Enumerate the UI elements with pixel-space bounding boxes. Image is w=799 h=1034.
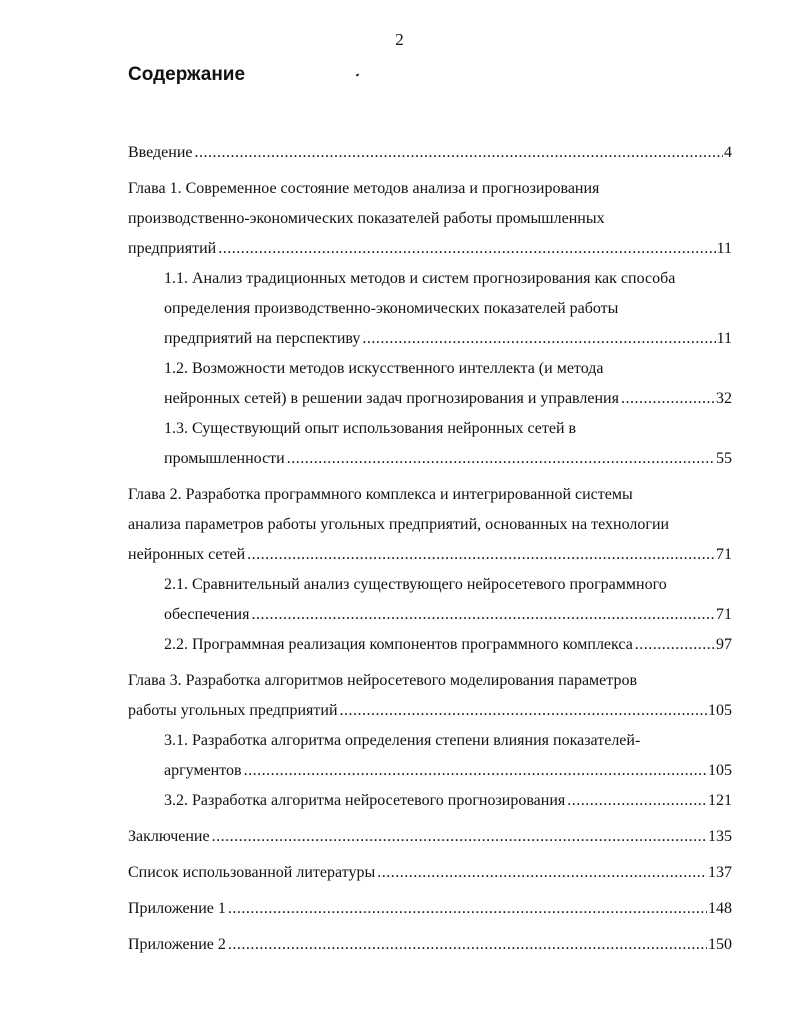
toc-entry[interactable] [128, 630, 732, 660]
toc-entry-line: 2.1. Сравнительный анализ существующего нейросетевого программного [164, 576, 667, 593]
toc-entry-leader-line [164, 630, 732, 660]
toc-entry-leader-line [128, 234, 732, 264]
dot-leader [228, 894, 707, 924]
toc-entry[interactable] [128, 726, 732, 786]
toc-entry-leader-line [128, 894, 732, 924]
toc-page-number: 105 [708, 702, 732, 719]
dot-leader [287, 444, 715, 474]
dot-leader [218, 234, 715, 264]
toc-page-number: 97 [716, 636, 732, 653]
toc-entry-title: Заключение [128, 828, 210, 845]
toc-entry[interactable] [128, 570, 732, 630]
toc-page-number: 11 [716, 240, 732, 257]
toc-entry-title: обеспечения [164, 606, 250, 623]
toc-entry[interactable] [128, 138, 732, 168]
toc-entry-leader-line [164, 600, 732, 630]
dot-leader [228, 930, 707, 960]
dot-leader [377, 858, 707, 888]
toc-entry-leader-line [128, 138, 732, 168]
toc-entry-line: Глава 3. Разработка алгоритмов нейросетевого моделирования параметров [128, 672, 638, 689]
toc-entry-title: предприятий [128, 240, 217, 257]
toc-entry-title: аргументов [164, 762, 242, 779]
toc-page-number: 148 [708, 900, 732, 917]
toc-page-number: 55 [716, 450, 732, 467]
toc-entry-leader-line [164, 384, 732, 414]
toc-entry[interactable] [128, 666, 732, 726]
toc-entry[interactable] [128, 354, 732, 414]
toc-entry-leader-line [128, 822, 732, 852]
toc-entry-leader-line [164, 444, 732, 474]
dot-leader [635, 630, 715, 660]
toc-entry-line: 1.3. Существующий опыт использования нейронных сетей в [164, 420, 577, 437]
toc-entry[interactable] [128, 480, 732, 570]
toc-entry-line: 1.2. Возможности методов искусственного интеллекта (и метода [164, 360, 604, 377]
toc-entry-line: Глава 1. Современное состояние методов анализа и прогнозирования [128, 180, 600, 197]
toc-page-number: 11 [716, 330, 732, 347]
toc-entry-title: Введение [128, 144, 193, 161]
toc-entry-title: Список использованной литературы [128, 864, 376, 881]
toc-entry-line: Глава 2. Разработка программного комплекса и интегрированной системы [128, 486, 633, 503]
toc-page-number: 105 [708, 762, 732, 779]
toc-entry[interactable] [128, 414, 732, 474]
toc-entry-leader-line [128, 930, 732, 960]
toc-entry-title: 2.2. Программная реализация компонентов программного комплекса [164, 636, 633, 653]
toc-entry-leader-line [164, 786, 732, 816]
dot-leader [212, 822, 707, 852]
toc-entry-leader-line [164, 756, 732, 786]
toc-entry-leader-line [164, 324, 732, 354]
toc-entry-leader-line [128, 540, 732, 570]
dot-leader [195, 138, 724, 168]
toc-entry-title: 3.2. Разработка алгоритма нейросетевого прогнозирования [164, 792, 566, 809]
toc-entry-line: определения производственно-экономических показателей работы [164, 300, 619, 317]
page-number: 2 [395, 30, 404, 49]
toc-entry[interactable] [128, 264, 732, 354]
dot-leader [247, 540, 715, 570]
toc-entry-title: Приложение 2 [128, 936, 226, 953]
toc-entry-line: производственно-экономических показателей работы промышленных [128, 210, 605, 227]
toc-page-number: 71 [716, 546, 732, 563]
toc-entry-title: промышленности [164, 450, 285, 467]
dot-leader [362, 324, 715, 354]
toc-entry[interactable] [128, 174, 732, 264]
dot-leader [567, 786, 707, 816]
dot-leader [251, 600, 715, 630]
toc-entry-title: работы угольных предприятий [128, 702, 338, 719]
toc-entry-leader-line [128, 696, 732, 726]
dot-leader [340, 696, 707, 726]
table-of-contents [128, 138, 732, 960]
toc-entry-title: нейронных сетей) в решении задач прогнозирования и управления [164, 390, 619, 407]
toc-page-number: 32 [716, 390, 732, 407]
toc-page-number: 71 [716, 606, 732, 623]
toc-entry[interactable] [128, 786, 732, 816]
toc-entry-line: 1.1. Анализ традиционных методов и систем прогнозирования как способа [164, 270, 676, 287]
toc-page-number: 150 [708, 936, 732, 953]
toc-page-number: 121 [708, 792, 732, 809]
toc-entry-line: анализа параметров работы угольных предприятий, основанных на технологии [128, 516, 670, 533]
toc-entry-title: нейронных сетей [128, 546, 246, 563]
toc-page-number: 135 [708, 828, 732, 845]
toc-entry-title: Приложение 1 [128, 900, 226, 917]
scan-speck [356, 73, 360, 76]
toc-entry[interactable] [128, 894, 732, 924]
dot-leader [244, 756, 707, 786]
toc-entry-title: предприятий на перспективу [164, 330, 361, 347]
toc-page-number: 137 [708, 864, 732, 881]
toc-entry-leader-line [128, 858, 732, 888]
toc-entry[interactable] [128, 858, 732, 888]
toc-entry[interactable] [128, 930, 732, 960]
toc-entry-line: 3.1. Разработка алгоритма определения степени влияния показателей- [164, 732, 641, 749]
dot-leader [621, 384, 715, 414]
page-title: Содержание [128, 64, 246, 85]
toc-entry[interactable] [128, 822, 732, 852]
toc-page-number: 4 [724, 144, 732, 161]
